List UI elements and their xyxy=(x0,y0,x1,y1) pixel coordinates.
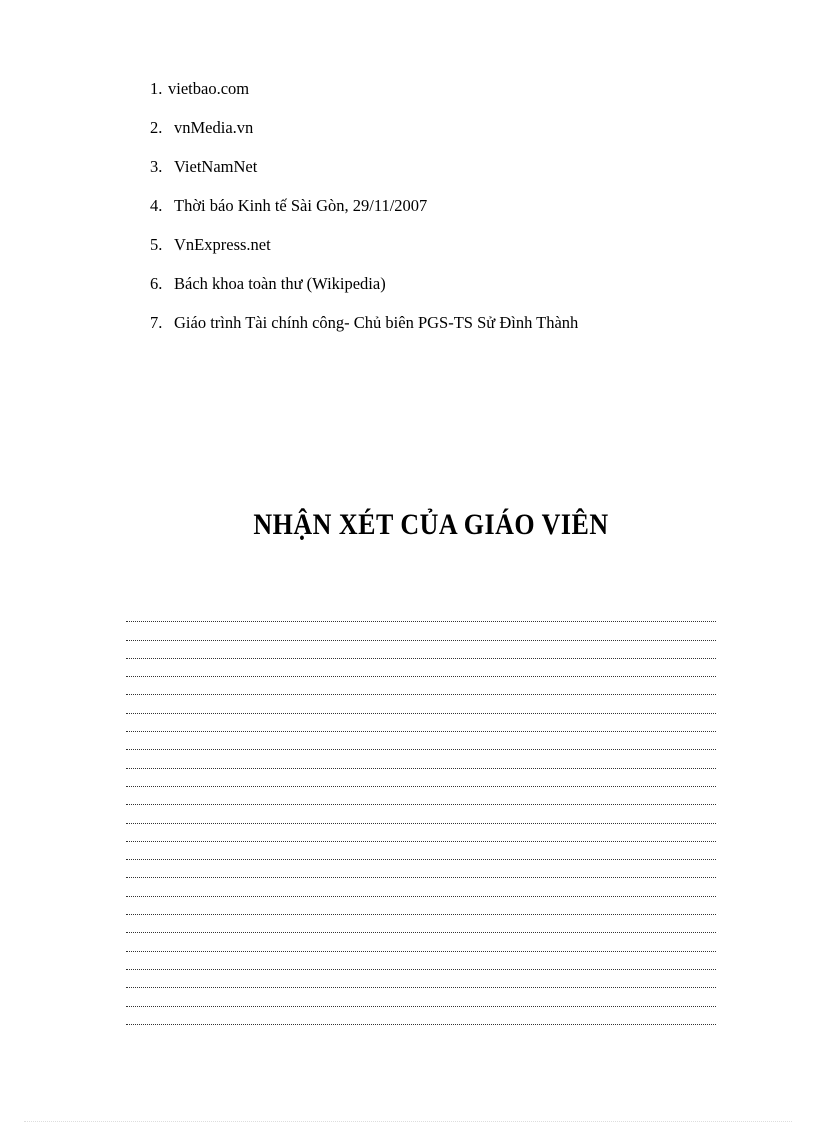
dotted-line xyxy=(126,970,716,988)
reference-item-3 xyxy=(150,156,578,195)
dotted-line xyxy=(126,604,716,622)
reference-number: 6. xyxy=(150,274,163,293)
dotted-line xyxy=(126,860,716,878)
reference-text: VnExpress.net xyxy=(174,235,271,254)
dotted-line xyxy=(126,1007,716,1025)
dotted-line xyxy=(126,988,716,1006)
dotted-line xyxy=(126,952,716,970)
dotted-line xyxy=(126,714,716,732)
dotted-line xyxy=(126,805,716,823)
dotted-line xyxy=(126,933,716,951)
reference-text: vnMedia.vn xyxy=(174,118,254,137)
dotted-line xyxy=(126,769,716,787)
dotted-line xyxy=(126,659,716,677)
dotted-line xyxy=(126,695,716,713)
reference-number: 5. xyxy=(150,235,163,254)
dotted-line xyxy=(126,915,716,933)
comment-lines-area xyxy=(126,604,716,1025)
reference-text: Bách khoa toàn thư (Wikipedia) xyxy=(174,274,386,293)
reference-item-1 xyxy=(150,78,578,117)
dotted-line xyxy=(126,750,716,768)
dotted-line xyxy=(126,677,716,695)
reference-text: Thời báo Kinh tế Sài Gòn, 29/11/2007 xyxy=(174,196,428,215)
reference-text: Giáo trình Tài chính công- Chủ biên PGS-TS Sử Đình Thành xyxy=(174,313,579,332)
reference-list xyxy=(150,78,578,351)
reference-number: 2. xyxy=(150,118,163,137)
reference-number: 1. xyxy=(150,79,163,98)
reference-item-6 xyxy=(150,273,578,312)
dotted-line xyxy=(126,842,716,860)
reference-text: VietNamNet xyxy=(174,157,258,176)
dotted-line xyxy=(126,824,716,842)
page-bottom-divider xyxy=(24,1121,792,1122)
dotted-line xyxy=(126,897,716,915)
reference-number: 4. xyxy=(150,196,163,215)
reference-number: 7. xyxy=(150,313,163,332)
dotted-line xyxy=(126,732,716,750)
dotted-line xyxy=(126,878,716,896)
reference-item-2 xyxy=(150,117,578,156)
dotted-line xyxy=(126,622,716,640)
reference-item-4 xyxy=(150,195,578,234)
reference-item-7 xyxy=(150,312,578,351)
dotted-line xyxy=(126,787,716,805)
reference-number: 3. xyxy=(150,157,163,176)
reference-text: vietbao.com xyxy=(168,79,250,98)
section-title: NHẬN XÉT CỦA GIÁO VIÊN xyxy=(253,508,609,541)
reference-item-5 xyxy=(150,234,578,273)
dotted-line xyxy=(126,641,716,659)
